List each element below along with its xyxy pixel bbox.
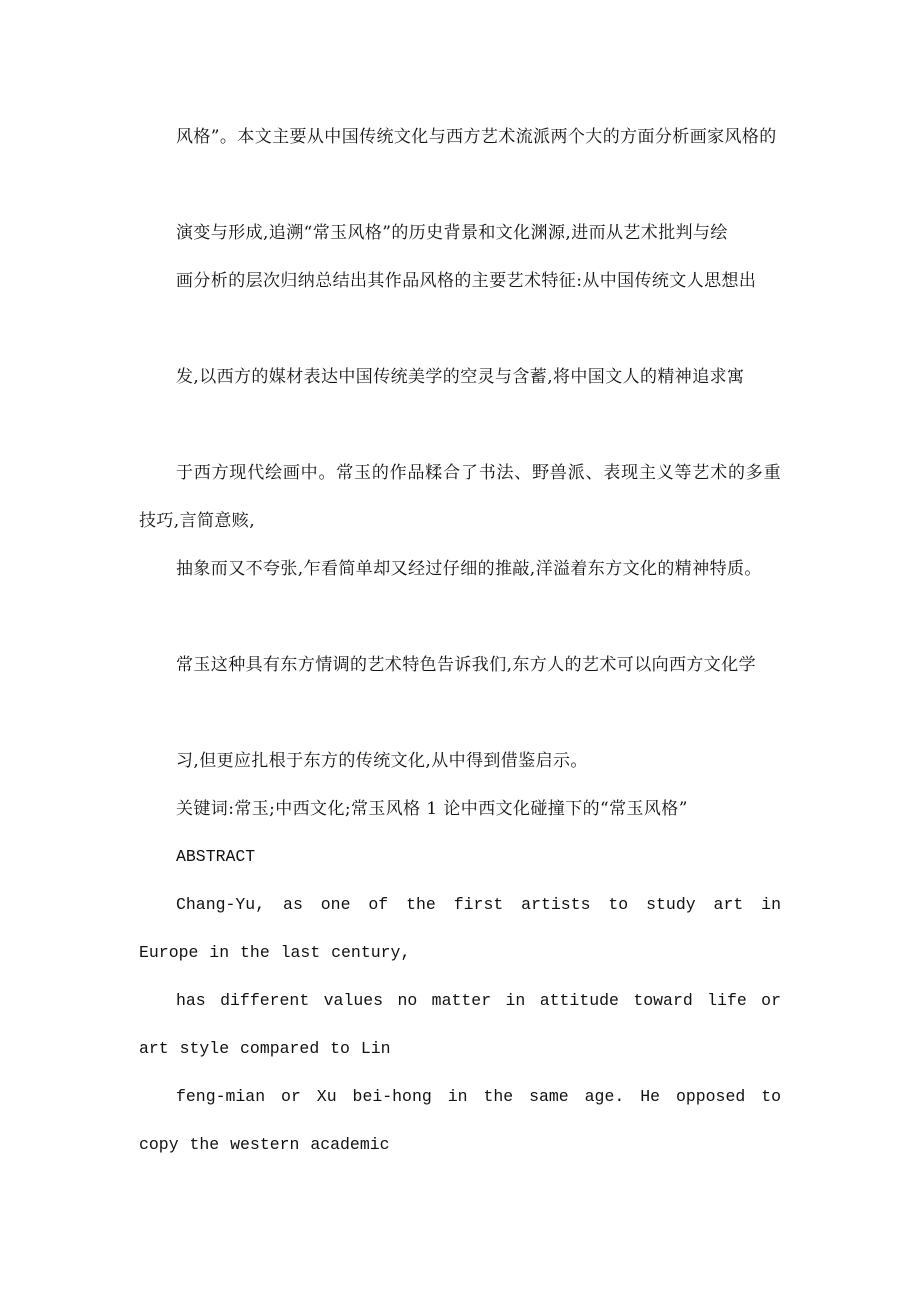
abstract-heading: ABSTRACT (176, 847, 256, 866)
abstract-paragraph-3: feng-mian or Xu bei-hong in the same age. He opposed to copy the western academic (139, 1087, 781, 1154)
body-paragraph-8: 习,但更应扎根于东方的传统文化,从中得到借鉴启示。 (176, 751, 588, 771)
body-paragraph-2: 演变与形成,追溯“常玉风格”的历史背景和文化渊源,进而从艺术批判与绘 (176, 223, 728, 243)
body-paragraph-6: 抽象而又不夸张,乍看简单却又经过仔细的推敲,洋溢着东方文化的精神特质。 (176, 559, 762, 579)
abstract-paragraph-1: Chang-Yu, as one of the first artists to study art in Europe in the last century, (139, 895, 781, 962)
body-paragraph-3: 画分析的层次归纳总结出其作品风格的主要艺术特征:从中国传统文人思想出 (176, 271, 757, 291)
keywords-line: 关键词:常玉;中西文化;常玉风格 1 论中西文化碰撞下的“常玉风格” (176, 799, 688, 819)
body-paragraph-5: 于西方现代绘画中。常玉的作品糅合了书法、野兽派、表现主义等艺术的多重技巧,言简意赅, (139, 463, 781, 531)
body-paragraph-1: 风格”。本文主要从中国传统文化与西方艺术流派两个大的方面分析画家风格的 (176, 127, 777, 147)
body-paragraph-7: 常玉这种具有东方情调的艺术特色告诉我们,东方人的艺术可以向西方文化学 (176, 655, 757, 675)
abstract-paragraph-2: has different values no matter in attitude toward life or art style compared to Lin (139, 991, 781, 1058)
body-paragraph-4: 发,以西方的媒材表达中国传统美学的空灵与含蓄,将中国文人的精神追求寓 (176, 367, 745, 387)
